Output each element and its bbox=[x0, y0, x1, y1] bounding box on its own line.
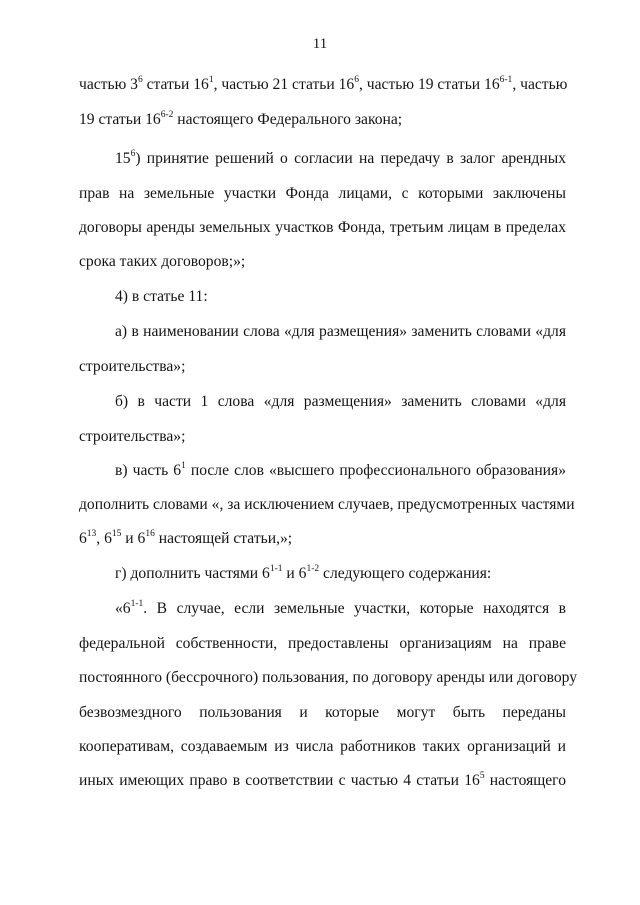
text-segment: настоящей статьи,»; bbox=[154, 530, 293, 547]
text-segment: «6 bbox=[115, 600, 131, 617]
superscript: 1 bbox=[208, 74, 214, 85]
text-segment: 19 статьи 16 bbox=[79, 111, 161, 128]
text-line bbox=[115, 149, 566, 169]
superscript: 6-1 bbox=[499, 74, 513, 85]
text-segment: ) принятие решений о согласии на передачу в залог арендных bbox=[135, 150, 566, 167]
text-segment: прав на земельные участки Фонда лицами, с которыми заключены bbox=[79, 185, 566, 202]
text-segment: г) дополнить частями 6 bbox=[115, 565, 270, 582]
text-segment: кооперативам, создаваемым из числа работников таких организаций и bbox=[79, 738, 566, 755]
text-segment: 15 bbox=[115, 150, 131, 167]
text-line bbox=[79, 184, 566, 204]
text-line bbox=[79, 357, 566, 377]
text-line bbox=[79, 75, 566, 95]
text-segment: частью 3 bbox=[79, 76, 138, 93]
text-line bbox=[79, 737, 566, 757]
text-line bbox=[79, 634, 566, 654]
superscript: 6-2 bbox=[160, 109, 174, 120]
superscript: 1-2 bbox=[306, 563, 320, 574]
text-segment: б) в части 1 слова «для размещения» заменить словами «для bbox=[115, 393, 566, 410]
text-segment: строительства»; bbox=[79, 428, 186, 445]
text-line bbox=[79, 771, 566, 791]
text-segment: в) часть 6 bbox=[115, 462, 182, 479]
text-line bbox=[79, 529, 566, 549]
text-segment: строительства»; bbox=[79, 358, 186, 375]
superscript: 1-1 bbox=[269, 563, 283, 574]
superscript: 5 bbox=[479, 770, 485, 781]
text-segment: настоящего bbox=[484, 772, 566, 789]
text-segment: 4) в статье 11: bbox=[115, 288, 208, 305]
text-line bbox=[79, 110, 566, 130]
superscript: 13 bbox=[86, 528, 97, 539]
text-segment: статьи 16 bbox=[142, 76, 209, 93]
text-segment: настоящего Федерального закона; bbox=[173, 111, 403, 128]
text-line bbox=[79, 218, 566, 238]
text-segment: договоры аренды земельных участков Фонда, третьим лицам в пределах bbox=[79, 219, 566, 236]
text-segment: иных имеющих право в соответствии с частью 4 статьи 16 bbox=[79, 772, 480, 789]
text-segment: а) в наименовании слова «для размещения» заменить словами «для bbox=[115, 323, 566, 340]
superscript: 15 bbox=[111, 528, 122, 539]
page-number: 11 bbox=[312, 36, 328, 52]
text-segment: после слов «высшего профессионального образования» bbox=[185, 462, 566, 479]
text-line bbox=[79, 668, 578, 688]
text-segment: , частью bbox=[512, 76, 568, 93]
text-line bbox=[115, 322, 566, 342]
text-line bbox=[115, 564, 566, 584]
superscript: 1 bbox=[181, 460, 186, 471]
text-line bbox=[115, 461, 566, 481]
text-segment: постоянного (бессрочного) пользования, по договору аренды или договору bbox=[79, 669, 578, 686]
text-line bbox=[115, 599, 566, 619]
text-segment: и 6 bbox=[282, 565, 307, 582]
text-line bbox=[115, 287, 566, 307]
text-segment: , частью 19 статьи 16 bbox=[358, 76, 500, 93]
text-segment: дополнить словами «, за исключением случаев, предусмотренных частями bbox=[79, 496, 575, 513]
superscript: 6 bbox=[137, 74, 143, 85]
text-line bbox=[79, 703, 566, 723]
text-segment: . В случае, если земельные участки, которые находятся в bbox=[143, 600, 566, 617]
text-line bbox=[79, 427, 566, 447]
text-segment: и 6 bbox=[121, 530, 146, 547]
superscript: 16 bbox=[145, 528, 155, 539]
superscript: 1-1 bbox=[130, 598, 144, 609]
superscript: 6 bbox=[130, 148, 136, 159]
text-segment: 6 bbox=[79, 530, 87, 547]
text-segment: , 6 bbox=[96, 530, 112, 547]
text-segment: следующего содержания: bbox=[319, 565, 492, 582]
text-line bbox=[115, 392, 566, 412]
text-segment: , частью 21 статьи 16 bbox=[213, 76, 355, 93]
text-line bbox=[79, 495, 575, 515]
text-segment: безвозмездного пользования и которые могут быть переданы bbox=[79, 704, 566, 721]
text-line bbox=[79, 252, 566, 272]
text-segment: федеральной собственности, предоставлены организациям на праве bbox=[79, 635, 566, 652]
text-segment: срока таких договоров;»; bbox=[79, 253, 246, 270]
superscript: 6 bbox=[354, 74, 359, 85]
